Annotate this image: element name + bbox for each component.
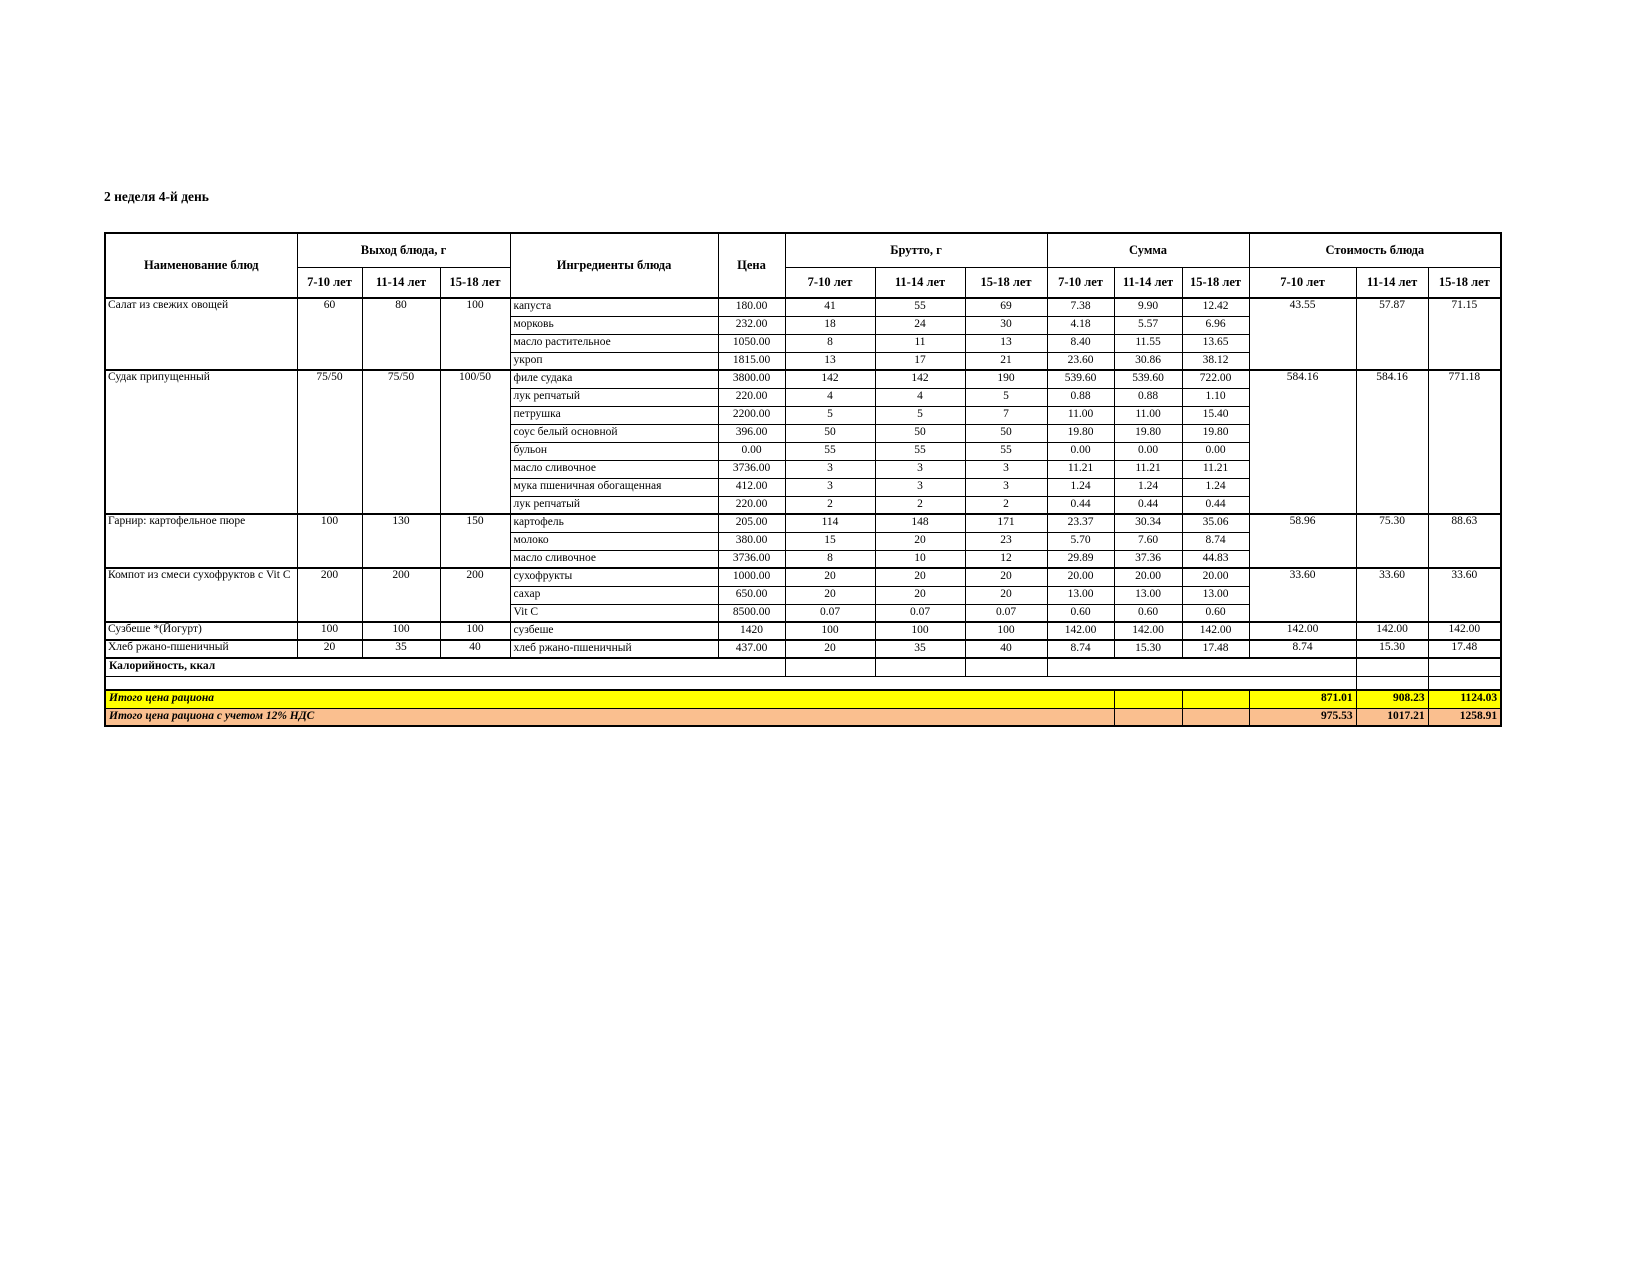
brutto-value-cell: 12 [965,550,1047,568]
summa-value-cell: 0.44 [1114,496,1182,514]
summa-value-cell: 0.44 [1182,496,1249,514]
ingredient-name-cell: масло растительное [510,334,718,352]
ingredient-price-cell: 3736.00 [718,460,785,478]
brutto-value-cell: 3 [965,460,1047,478]
dish-name-cell: Гарнир: картофельное пюре [105,514,297,568]
dish-cost-cell: 584.16 [1356,370,1428,514]
brutto-value-cell: 40 [965,640,1047,658]
brutto-value-cell: 41 [785,298,875,316]
summa-value-cell: 11.00 [1047,406,1114,424]
dish-name-cell: Хлеб ржано-пшеничный [105,640,297,658]
calories-empty-cell [1356,658,1428,676]
dish-cost-cell: 33.60 [1428,568,1501,622]
spacer-cell [105,676,1356,690]
brutto-value-cell: 35 [875,640,965,658]
brutto-value-cell: 3 [965,478,1047,496]
total-row-value: 908.23 [1356,690,1428,708]
ingredient-row [105,370,1501,388]
summa-value-cell: 142.00 [1182,622,1249,640]
brutto-value-cell: 69 [965,298,1047,316]
dish-cost-cell: 142.00 [1356,622,1428,640]
dish-cost-cell: 71.15 [1428,298,1501,370]
brutto-value-cell: 0.07 [785,604,875,622]
summa-value-cell: 15.40 [1182,406,1249,424]
summa-value-cell: 0.00 [1182,442,1249,460]
col-header-dish: Наименование блюд [105,233,297,298]
brutto-value-cell: 23 [965,532,1047,550]
brutto-value-cell: 55 [965,442,1047,460]
doc-title: 2 неделя 4-й день [104,189,209,204]
brutto-value-cell: 5 [785,406,875,424]
table-header [105,233,1501,298]
summa-value-cell: 19.80 [1114,424,1182,442]
brutto-value-cell: 2 [875,496,965,514]
brutto-value-cell: 3 [875,478,965,496]
ingredient-row [105,514,1501,532]
summa-value-cell: 19.80 [1182,424,1249,442]
ingredient-price-cell: 412.00 [718,478,785,496]
summa-value-cell: 8.40 [1047,334,1114,352]
brutto-value-cell: 17 [875,352,965,370]
brutto-value-cell: 5 [875,406,965,424]
brutto-value-cell: 190 [965,370,1047,388]
summa-value-cell: 0.88 [1114,388,1182,406]
brutto-value-cell: 21 [965,352,1047,370]
brutto-value-cell: 7 [965,406,1047,424]
col-header-age-yield-1: 11-14 лет [362,267,440,298]
total-empty-cell [1182,708,1249,726]
ingredient-price-cell: 232.00 [718,316,785,334]
summa-value-cell: 4.18 [1047,316,1114,334]
brutto-value-cell: 100 [875,622,965,640]
brutto-value-cell: 20 [785,640,875,658]
dish-cost-cell: 771.18 [1428,370,1501,514]
col-header-cost: Стоимость блюда [1249,233,1501,267]
dish-cost-cell: 142.00 [1428,622,1501,640]
summa-value-cell: 539.60 [1114,370,1182,388]
summa-value-cell: 539.60 [1047,370,1114,388]
dish-cost-cell: 58.96 [1249,514,1356,568]
summa-value-cell: 12.42 [1182,298,1249,316]
yield-value-cell: 100 [297,622,362,640]
calories-empty-cell [1428,658,1501,676]
summa-value-cell: 1.24 [1047,478,1114,496]
col-header-brutto: Брутто, г [785,233,1047,267]
dish-cost-cell: 584.16 [1249,370,1356,514]
total-empty-cell [1114,690,1182,708]
yield-value-cell: 100/50 [440,370,510,514]
ingredient-name-cell: петрушка [510,406,718,424]
ingredient-price-cell: 220.00 [718,496,785,514]
summa-value-cell: 1.10 [1182,388,1249,406]
ingredient-name-cell: филе судака [510,370,718,388]
summa-value-cell: 5.70 [1047,532,1114,550]
col-header-age-cost-0: 7-10 лет [1249,267,1356,298]
dish-cost-cell: 15.30 [1356,640,1428,658]
ingredient-price-cell: 8500.00 [718,604,785,622]
col-header-age-summa-0: 7-10 лет [1047,267,1114,298]
yield-value-cell: 40 [440,640,510,658]
total-row-value: 1017.21 [1356,708,1428,726]
dish-name-cell: Компот из смеси сухофруктов с Vit C [105,568,297,622]
summa-value-cell: 0.60 [1114,604,1182,622]
yield-value-cell: 35 [362,640,440,658]
summa-value-cell: 11.21 [1114,460,1182,478]
brutto-value-cell: 100 [785,622,875,640]
ingredient-name-cell: мука пшеничная обогащенная [510,478,718,496]
summa-value-cell: 13.00 [1114,586,1182,604]
ingredient-price-cell: 1420 [718,622,785,640]
ingredient-price-cell: 205.00 [718,514,785,532]
total-row-value: 975.53 [1249,708,1356,726]
brutto-value-cell: 20 [785,586,875,604]
summa-value-cell: 13.65 [1182,334,1249,352]
summa-value-cell: 8.74 [1047,640,1114,658]
ingredient-row [105,622,1501,640]
summa-value-cell: 6.96 [1182,316,1249,334]
brutto-value-cell: 171 [965,514,1047,532]
ingredient-price-cell: 0.00 [718,442,785,460]
yield-value-cell: 60 [297,298,362,370]
brutto-value-cell: 0.07 [875,604,965,622]
calories-row [105,658,1501,676]
ingredient-name-cell: лук репчатый [510,496,718,514]
brutto-value-cell: 20 [965,568,1047,586]
total-row-label: Итого цена рациона [105,690,1114,708]
dish-cost-cell: 33.60 [1356,568,1428,622]
brutto-value-cell: 20 [965,586,1047,604]
ingredient-price-cell: 2200.00 [718,406,785,424]
summa-value-cell: 11.55 [1114,334,1182,352]
ingredient-name-cell: сузбеше [510,622,718,640]
summa-value-cell: 7.38 [1047,298,1114,316]
brutto-value-cell: 8 [785,334,875,352]
summa-value-cell: 20.00 [1182,568,1249,586]
brutto-value-cell: 4 [785,388,875,406]
ingredient-name-cell: лук репчатый [510,388,718,406]
summa-value-cell: 0.88 [1047,388,1114,406]
summa-value-cell: 11.00 [1114,406,1182,424]
summa-value-cell: 35.06 [1182,514,1249,532]
col-header-yield: Выход блюда, г [297,233,510,267]
ingredient-name-cell: Vit C [510,604,718,622]
ingredient-name-cell: масло сливочное [510,460,718,478]
summa-value-cell: 11.21 [1182,460,1249,478]
dish-name-cell: Салат из свежих овощей [105,298,297,370]
col-header-age-yield-2: 15-18 лет [440,267,510,298]
col-header-summa: Сумма [1047,233,1249,267]
ingredient-price-cell: 220.00 [718,388,785,406]
summa-value-cell: 20.00 [1047,568,1114,586]
yield-value-cell: 200 [297,568,362,622]
menu-table [104,232,1502,727]
yield-value-cell: 200 [362,568,440,622]
yield-value-cell: 20 [297,640,362,658]
ingredient-name-cell: морковь [510,316,718,334]
total-row-value: 1124.03 [1428,690,1501,708]
summa-value-cell: 9.90 [1114,298,1182,316]
dish-cost-cell: 43.55 [1249,298,1356,370]
col-header-age-summa-2: 15-18 лет [1182,267,1249,298]
brutto-value-cell: 50 [875,424,965,442]
brutto-value-cell: 15 [785,532,875,550]
col-header-age-yield-0: 7-10 лет [297,267,362,298]
summa-value-cell: 44.83 [1182,550,1249,568]
calories-empty-cell [785,658,875,676]
ingredient-name-cell: сахар [510,586,718,604]
spacer-cell [1428,676,1501,690]
ingredient-name-cell: хлеб ржано-пшеничный [510,640,718,658]
ingredient-row [105,568,1501,586]
summa-value-cell: 142.00 [1047,622,1114,640]
brutto-value-cell: 3 [785,460,875,478]
ingredient-price-cell: 1050.00 [718,334,785,352]
yield-value-cell: 75/50 [362,370,440,514]
brutto-value-cell: 20 [875,586,965,604]
brutto-value-cell: 50 [785,424,875,442]
brutto-value-cell: 3 [785,478,875,496]
summa-value-cell: 0.60 [1182,604,1249,622]
yield-value-cell: 75/50 [297,370,362,514]
summa-value-cell: 142.00 [1114,622,1182,640]
col-header-age-brutto-0: 7-10 лет [785,267,875,298]
ingredient-name-cell: масло сливочное [510,550,718,568]
col-header-age-summa-1: 11-14 лет [1114,267,1182,298]
brutto-value-cell: 100 [965,622,1047,640]
brutto-value-cell: 114 [785,514,875,532]
summa-value-cell: 20.00 [1114,568,1182,586]
ingredient-name-cell: бульон [510,442,718,460]
ingredient-row [105,298,1501,316]
brutto-value-cell: 50 [965,424,1047,442]
brutto-value-cell: 10 [875,550,965,568]
brutto-value-cell: 5 [965,388,1047,406]
brutto-value-cell: 142 [875,370,965,388]
dish-cost-cell: 17.48 [1428,640,1501,658]
yield-value-cell: 200 [440,568,510,622]
brutto-value-cell: 3 [875,460,965,478]
summa-value-cell: 0.44 [1047,496,1114,514]
yield-value-cell: 100 [297,514,362,568]
summa-value-cell: 0.00 [1114,442,1182,460]
col-header-price: Цена [718,233,785,298]
total-row [105,690,1501,708]
brutto-value-cell: 55 [785,442,875,460]
yield-value-cell: 100 [440,298,510,370]
ingredient-name-cell: сухофрукты [510,568,718,586]
ingredient-name-cell: укроп [510,352,718,370]
summa-value-cell: 37.36 [1114,550,1182,568]
col-header-age-cost-1: 11-14 лет [1356,267,1428,298]
spacer-row [105,676,1501,690]
summa-value-cell: 1.24 [1114,478,1182,496]
brutto-value-cell: 18 [785,316,875,334]
brutto-value-cell: 13 [965,334,1047,352]
brutto-value-cell: 4 [875,388,965,406]
ingredient-price-cell: 437.00 [718,640,785,658]
brutto-value-cell: 20 [875,532,965,550]
ingredient-price-cell: 650.00 [718,586,785,604]
total-row-label: Итого цена рациона с учетом 12% НДС [105,708,1114,726]
summa-value-cell: 13.00 [1047,586,1114,604]
calories-empty-cell [1047,658,1356,676]
ingredient-price-cell: 3736.00 [718,550,785,568]
ingredient-name-cell: капуста [510,298,718,316]
ingredient-name-cell: молоко [510,532,718,550]
ingredient-name-cell: соус белый основной [510,424,718,442]
brutto-value-cell: 142 [785,370,875,388]
ingredient-price-cell: 1815.00 [718,352,785,370]
table-body [105,298,1501,726]
brutto-value-cell: 2 [965,496,1047,514]
calories-empty-cell [965,658,1047,676]
dish-cost-cell: 142.00 [1249,622,1356,640]
brutto-value-cell: 2 [785,496,875,514]
dish-cost-cell: 88.63 [1428,514,1501,568]
col-header-age-brutto-2: 15-18 лет [965,267,1047,298]
summa-value-cell: 5.57 [1114,316,1182,334]
summa-value-cell: 19.80 [1047,424,1114,442]
brutto-value-cell: 20 [875,568,965,586]
brutto-value-cell: 13 [785,352,875,370]
summa-value-cell: 7.60 [1114,532,1182,550]
summa-value-cell: 722.00 [1182,370,1249,388]
total-row [105,708,1501,726]
brutto-value-cell: 0.07 [965,604,1047,622]
summa-value-cell: 38.12 [1182,352,1249,370]
summa-value-cell: 30.86 [1114,352,1182,370]
summa-value-cell: 1.24 [1182,478,1249,496]
ingredient-price-cell: 3800.00 [718,370,785,388]
brutto-value-cell: 8 [785,550,875,568]
col-header-ingredients: Ингредиенты блюда [510,233,718,298]
calories-label-cell: Калорийность, ккал [105,658,785,676]
summa-value-cell: 29.89 [1047,550,1114,568]
calories-empty-cell [875,658,965,676]
brutto-value-cell: 55 [875,442,965,460]
summa-value-cell: 23.60 [1047,352,1114,370]
brutto-value-cell: 148 [875,514,965,532]
ingredient-price-cell: 380.00 [718,532,785,550]
summa-value-cell: 30.34 [1114,514,1182,532]
dish-name-cell: Судак припущенный [105,370,297,514]
summa-value-cell: 13.00 [1182,586,1249,604]
summa-value-cell: 17.48 [1182,640,1249,658]
ingredient-price-cell: 1000.00 [718,568,785,586]
ingredient-price-cell: 180.00 [718,298,785,316]
yield-value-cell: 130 [362,514,440,568]
col-header-age-brutto-1: 11-14 лет [875,267,965,298]
col-header-age-cost-2: 15-18 лет [1428,267,1501,298]
brutto-value-cell: 24 [875,316,965,334]
summa-value-cell: 11.21 [1047,460,1114,478]
dish-cost-cell: 57.87 [1356,298,1428,370]
dish-cost-cell: 33.60 [1249,568,1356,622]
brutto-value-cell: 55 [875,298,965,316]
summa-value-cell: 15.30 [1114,640,1182,658]
summa-value-cell: 0.00 [1047,442,1114,460]
dish-cost-cell: 8.74 [1249,640,1356,658]
summa-value-cell: 0.60 [1047,604,1114,622]
yield-value-cell: 80 [362,298,440,370]
total-empty-cell [1182,690,1249,708]
total-empty-cell [1114,708,1182,726]
brutto-value-cell: 30 [965,316,1047,334]
brutto-value-cell: 11 [875,334,965,352]
spacer-cell [1356,676,1428,690]
ingredient-name-cell: картофель [510,514,718,532]
yield-value-cell: 100 [362,622,440,640]
brutto-value-cell: 20 [785,568,875,586]
total-row-value: 1258.91 [1428,708,1501,726]
dish-name-cell: Сузбеше *(Йогурт) [105,622,297,640]
ingredient-row [105,640,1501,658]
ingredient-price-cell: 396.00 [718,424,785,442]
summa-value-cell: 23.37 [1047,514,1114,532]
yield-value-cell: 150 [440,514,510,568]
summa-value-cell: 8.74 [1182,532,1249,550]
total-row-value: 871.01 [1249,690,1356,708]
yield-value-cell: 100 [440,622,510,640]
dish-cost-cell: 75.30 [1356,514,1428,568]
